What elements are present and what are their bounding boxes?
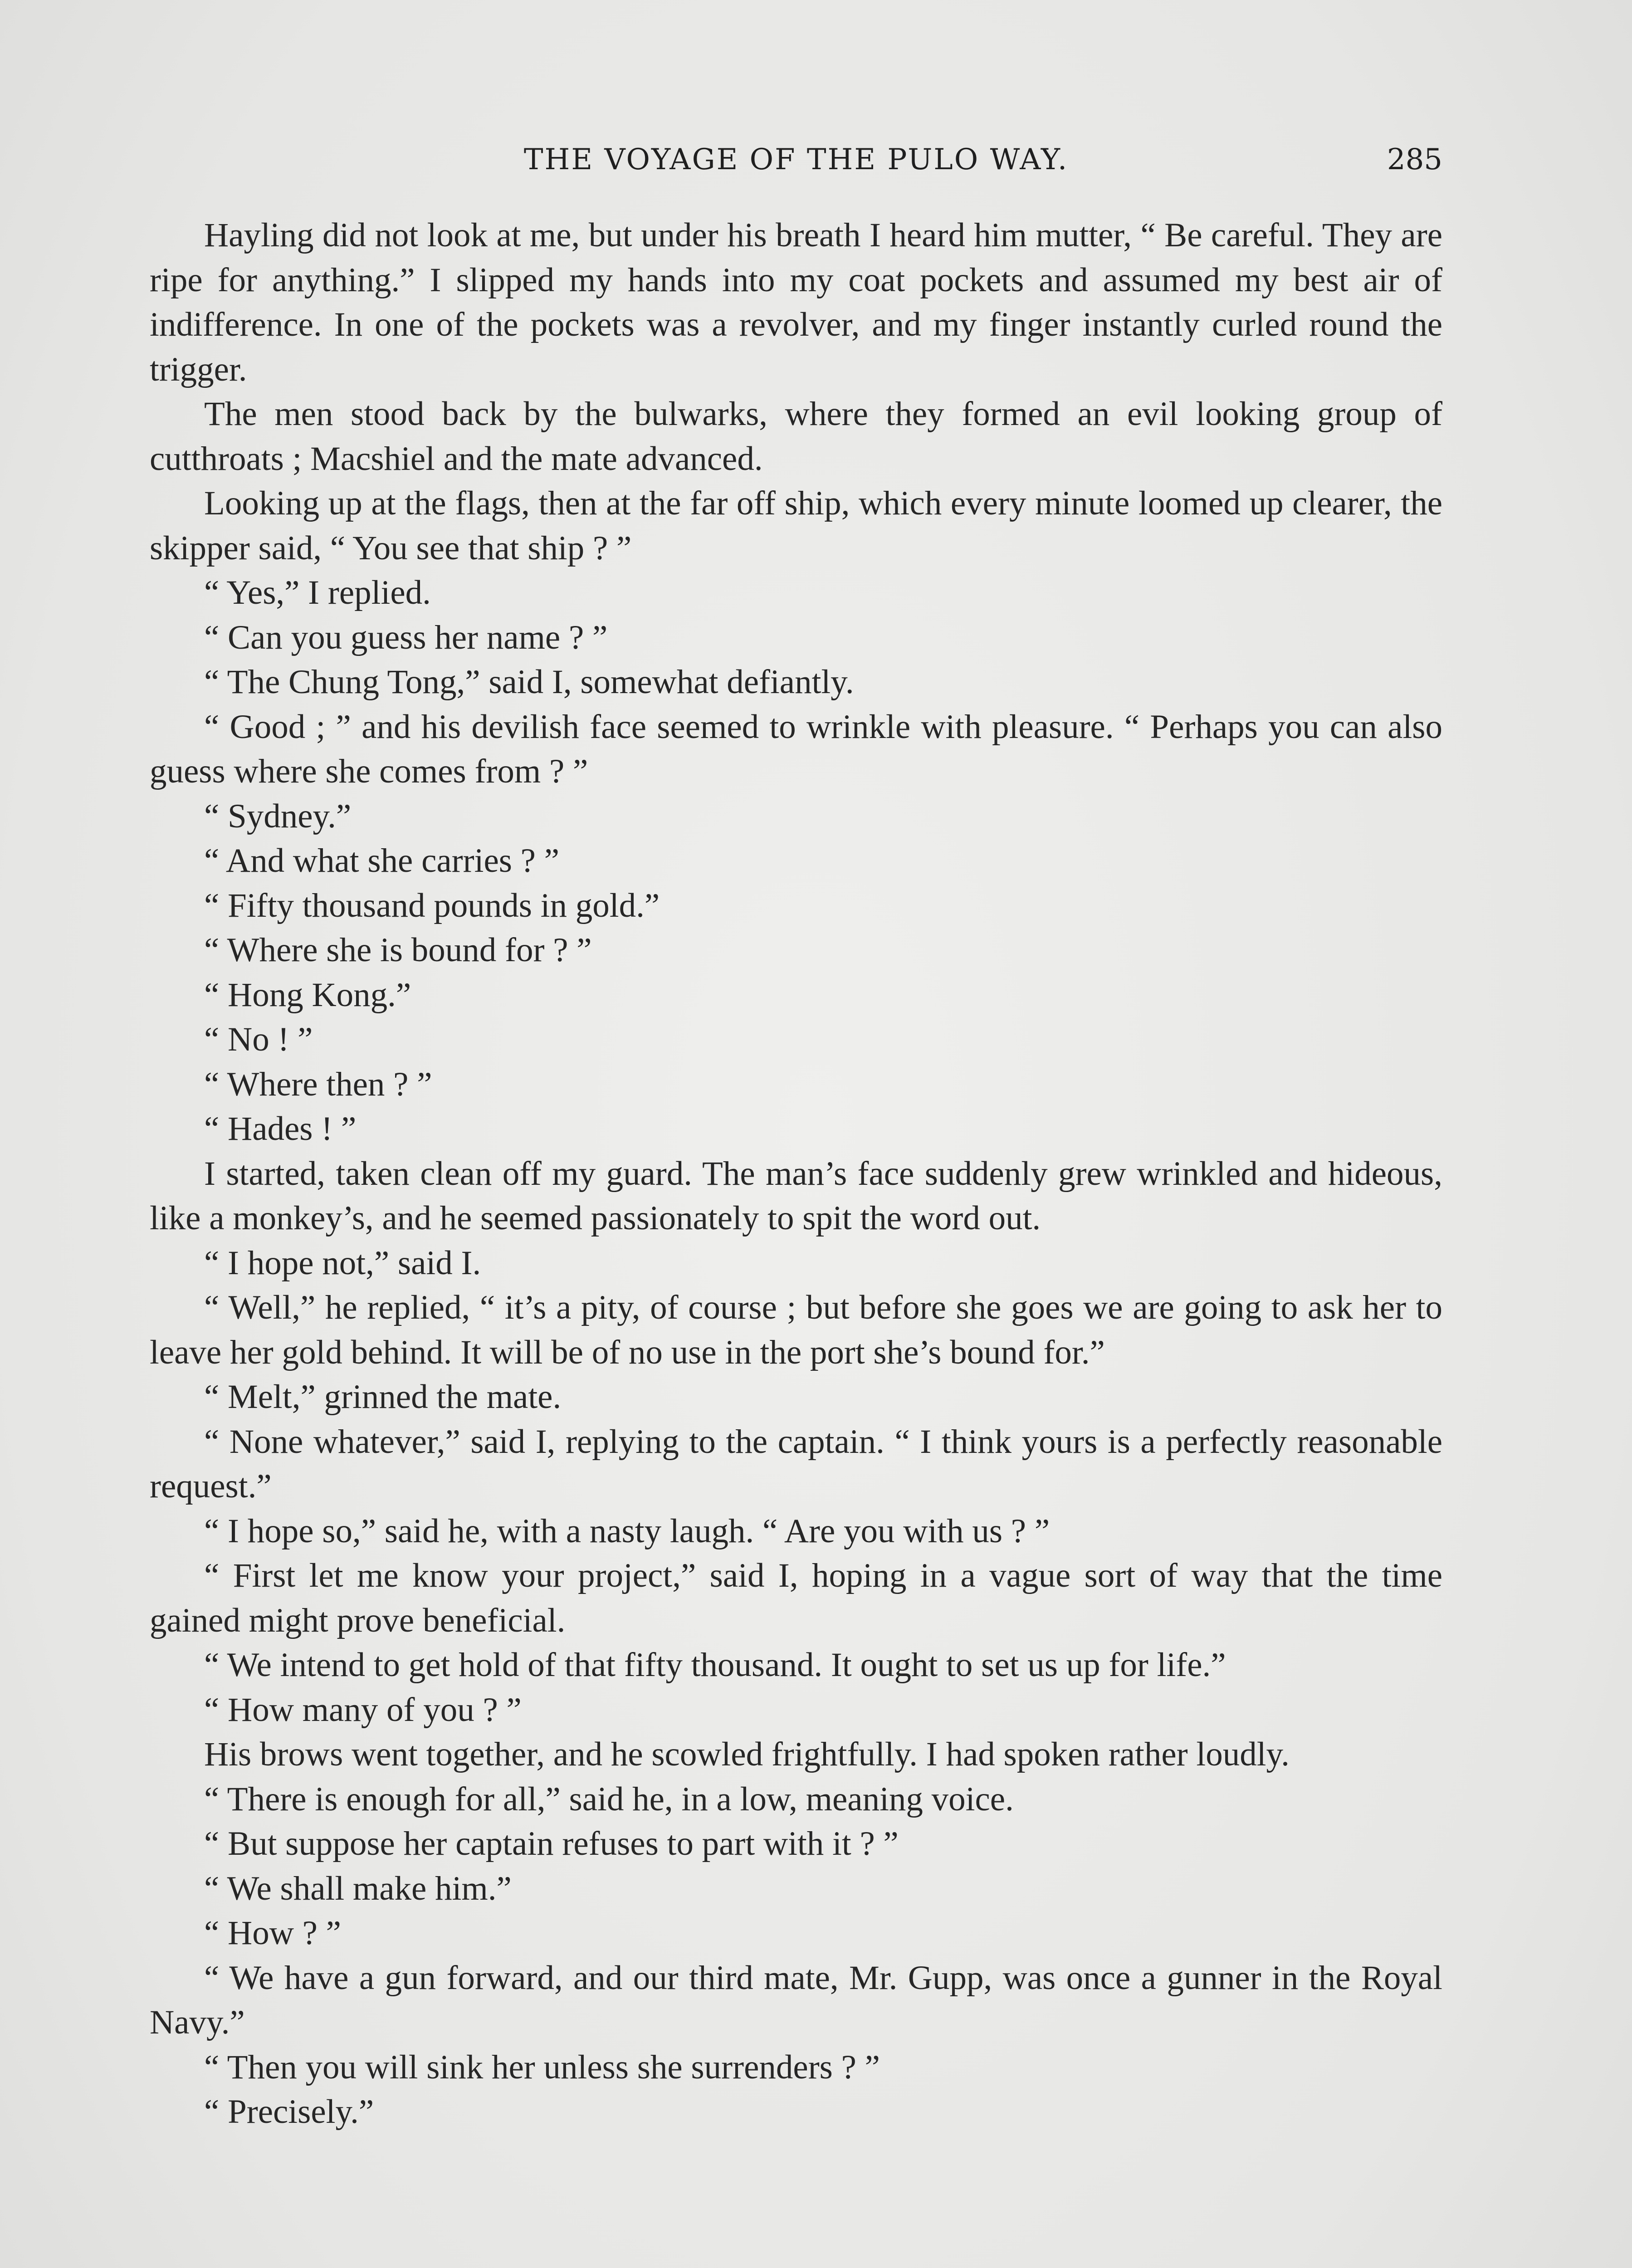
- paragraph: “ Where then ? ”: [204, 1065, 432, 1103]
- paragraph: “ We have a gun forward, and our third mate, Mr. Gupp, was once a gunner in the Royal Navy.”: [150, 1959, 1442, 2041]
- paragraph: Looking up at the flags, then at the far off ship, which every minute loomed up clearer, the skipper said, “ You see that ship ? ”: [150, 484, 1442, 567]
- paragraph: “ Hades ! ”: [204, 1110, 357, 1148]
- paragraph: Hayling did not look at me, but under his breath I heard him mutter, “ Be careful. They are ripe for anything.” I slipped my hands into my coat pockets and assumed my best air of indifference. In one of the pockets was a revolver, and my finger instantly curled round the trigger.: [150, 216, 1442, 388]
- paragraph: “ Good ; ” and his devilish face seemed to wrinkle with pleasure. “ Perhaps you can also guess where she comes from ? ”: [150, 708, 1442, 790]
- paragraph: “ And what she carries ? ”: [204, 842, 559, 880]
- running-title: THE VOYAGE OF THE PULO WAY.: [523, 143, 1069, 176]
- paragraph: “ Fifty thousand pounds in gold.”: [204, 886, 660, 924]
- paragraph: “ Sydney.”: [204, 797, 352, 835]
- paragraph: The men stood back by the bulwarks, where they formed an evil looking group of cutthroats ; Macshiel and the mate advanced.: [150, 395, 1442, 478]
- paragraph: “ How ? ”: [204, 1914, 341, 1952]
- paragraph: “ The Chung Tong,” said I, somewhat defiantly.: [204, 663, 854, 701]
- paragraph: “ We shall make him.”: [204, 1869, 512, 1907]
- paragraph: “ Can you guess her name ? ”: [204, 618, 608, 656]
- paragraph: I started, taken clean off my guard. The man’s face suddenly grew wrinkled and hideous, like a monkey’s, and he seemed passionately to spit the word out.: [150, 1154, 1442, 1237]
- paragraph: “ Hong Kong.”: [204, 976, 411, 1014]
- paragraph: “ Melt,” grinned the mate.: [204, 1378, 562, 1416]
- paragraph: “ Yes,” I replied.: [204, 574, 431, 611]
- paragraph: “ Well,” he replied, “ it’s a pity, of course ; but before she goes we are going to ask her to leave her gold behind. It will be of no use in the port she’s bound for.”: [150, 1289, 1442, 1371]
- paragraph: “ Precisely.”: [204, 2093, 374, 2131]
- paragraph: His brows went together, and he scowled frightfully. I had spoken rather loudly.: [204, 1735, 1290, 1773]
- paragraph: “ But suppose her captain refuses to part with it ? ”: [204, 1825, 899, 1862]
- paragraph: “ I hope so,” said he, with a nasty laugh. “ Are you with us ? ”: [204, 1512, 1050, 1550]
- body-text: [150, 213, 1442, 2135]
- page-number: 285: [1387, 143, 1442, 176]
- paragraph: “ I hope not,” said I.: [204, 1244, 481, 1282]
- paragraph: “ Then you will sink her unless she surrenders ? ”: [204, 2048, 880, 2086]
- paragraph: “ We intend to get hold of that fifty thousand. It ought to set us up for life.”: [204, 1646, 1226, 1684]
- paragraph: “ No ! ”: [204, 1021, 313, 1058]
- running-header: [150, 143, 1442, 184]
- paragraph: “ How many of you ? ”: [204, 1691, 522, 1729]
- paragraph: “ First let me know your project,” said I, hoping in a vague sort of way that the time gained might prove beneficial.: [150, 1557, 1442, 1639]
- paragraph: “ None whatever,” said I, replying to the captain. “ I think yours is a perfectly reasonable request.”: [150, 1422, 1442, 1505]
- paragraph: “ Where she is bound for ? ”: [204, 931, 592, 969]
- paragraph: “ There is enough for all,” said he, in a low, meaning voice.: [204, 1780, 1014, 1818]
